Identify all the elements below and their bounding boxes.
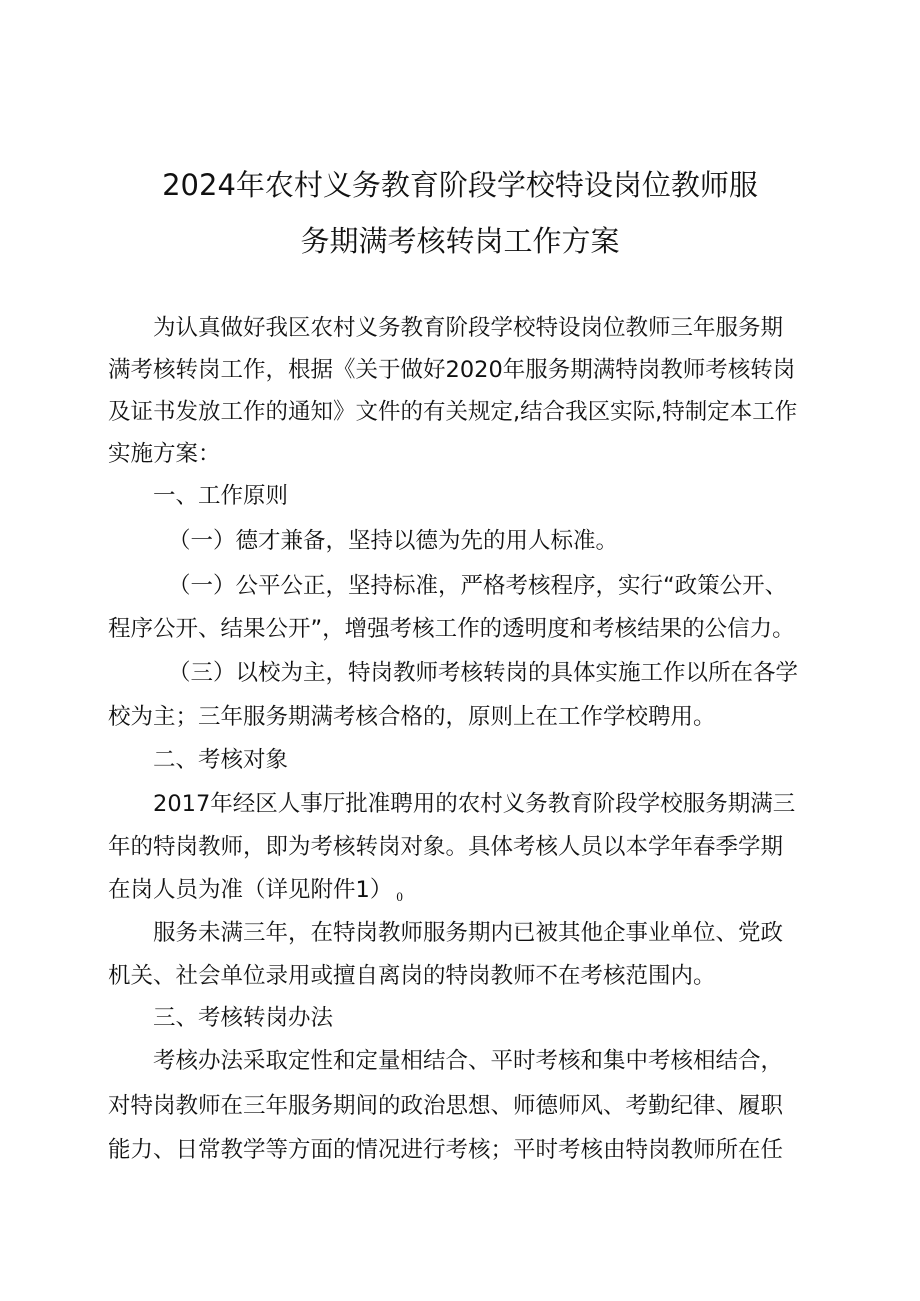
section-3-paragraph-1-line-1: 考核办法采取定性和定量相结合、平时考核和集中考核相结合， — [153, 1048, 784, 1074]
section-2-paragraph-1-trailing-mark: 0 — [396, 889, 403, 904]
section-1-paragraph-2-line-1: （一）公平公正，坚持标准，严格考核程序，实行“政策公开、 — [168, 573, 788, 599]
intro-line-2: 满考核转岗工作，根据《关于做好2020年服务期满特岗教师考核转岗 — [108, 357, 796, 383]
section-2-paragraph-2-line-2: 机关、社会单位录用或擅自离岗的特岗教师不在考核范围内。 — [108, 963, 716, 989]
intro-line-4: 实施方案： — [108, 441, 221, 467]
section-3-paragraph-1-line-2: 对特岗教师在三年服务期间的政治思想、师德师风、考勤纪律、履职 — [108, 1093, 784, 1119]
section-1-paragraph-3-line-1: （三）以校为主，特岗教师考核转岗的具体实施工作以所在各学 — [168, 660, 799, 686]
section-3-heading: 三、考核转岗办法 — [153, 1005, 334, 1031]
section-1-paragraph-3-line-2: 校为主；三年服务期满考核合格的，原则上在工作学校聘用。 — [108, 704, 716, 730]
section-2-heading: 二、考核对象 — [153, 747, 289, 773]
section-1-paragraph-2-line-2: 程序公开、结果公开”，增强考核工作的透明度和考核结果的公信力。 — [108, 616, 795, 642]
section-2-paragraph-1-line-3 — [108, 872, 403, 915]
section-2-paragraph-1-line-3-text: 在岗人员为准（详见附件1） — [108, 877, 393, 903]
section-2-paragraph-1-line-1: 2017年经区人事厅批准聘用的农村义务教育阶段学校服务期满三 — [153, 791, 796, 817]
section-1-heading: 一、工作原则 — [153, 483, 289, 509]
intro-line-3: 及证书发放工作的通知》文件的有关规定,结合我区实际,特制定本工作 — [108, 399, 798, 425]
document-title-line-1: 2024年农村义务教育阶段学校特设岗位教师服 — [162, 168, 758, 202]
section-2-paragraph-1-line-2: 年的特岗教师，即为考核转岗对象。具体考核人员以本学年春季学期 — [108, 834, 784, 860]
section-1-paragraph-1: （一）德才兼备，坚持以德为先的用人标准。 — [168, 528, 619, 554]
section-2-paragraph-2-line-1: 服务未满三年，在特岗教师服务期内已被其他企事业单位、党政 — [153, 920, 784, 946]
intro-line-1: 为认真做好我区农村义务教育阶段学校特设岗位教师三年服务期 — [153, 315, 784, 341]
document-title-line-2: 务期满考核转岗工作方案 — [300, 224, 620, 258]
section-3-paragraph-1-line-3: 能力、日常教学等方面的情况进行考核；平时考核由特岗教师所在任 — [108, 1137, 784, 1163]
